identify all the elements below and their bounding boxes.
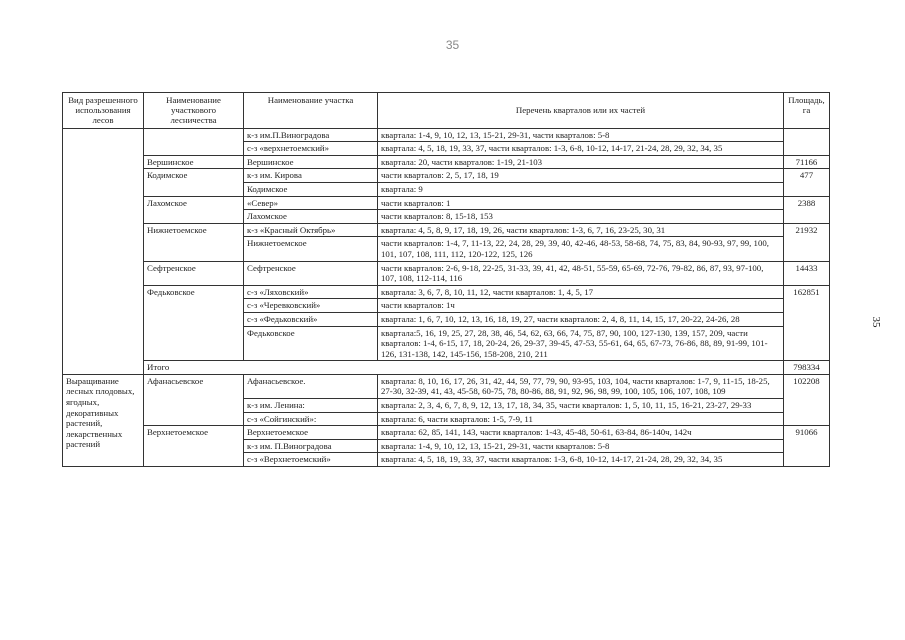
plot-cell: с-з «Сойгинский»: bbox=[244, 412, 378, 426]
forestry-cell: Федьковское bbox=[144, 285, 244, 361]
table-row bbox=[63, 169, 830, 183]
quarters-cell: квартала: 4, 5, 8, 9, 17, 18, 19, 26, части кварталов: 1-3, 6, 7, 16, 23-25, 30, 31 bbox=[378, 223, 784, 237]
total-area: 798334 bbox=[784, 361, 830, 375]
plot-cell: Афанасьевское. bbox=[244, 374, 378, 398]
plot-cell: с-з «Ляховский» bbox=[244, 285, 378, 299]
quarters-cell: квартала: 4, 5, 18, 19, 33, 37, части кварталов: 1-3, 6-8, 10-12, 14-17, 21-24, 28, 29, 32, 34, 35 bbox=[378, 142, 784, 156]
quarters-cell: части кварталов: 2, 5, 17, 18, 19 bbox=[378, 169, 784, 183]
plot-cell: к-з им.П.Виноградова bbox=[244, 128, 378, 142]
area-cell: 14433 bbox=[784, 261, 830, 285]
forestry-cell: Верхнетоемское bbox=[144, 426, 244, 467]
quarters-cell: квартала: 6, части кварталов: 1-5, 7-9, 11 bbox=[378, 412, 784, 426]
plot-cell: с-з «Черевковский» bbox=[244, 299, 378, 313]
header-quarters: Перечень кварталов или их частей bbox=[378, 93, 784, 129]
forest-quarters-table bbox=[62, 92, 830, 467]
plot-cell: Верхнетоемское bbox=[244, 426, 378, 440]
plot-cell: Нижнетоемское bbox=[244, 237, 378, 261]
plot-cell: с-з «Федьковский» bbox=[244, 312, 378, 326]
side-page-number: 35 bbox=[870, 316, 882, 328]
plot-cell: Лахомское bbox=[244, 210, 378, 224]
quarters-cell: квартала: 1, 6, 7, 10, 12, 13, 16, 18, 19, 27, части кварталов: 2, 4, 8, 11, 14, 15, 17, 20-22, 24-26, 28 bbox=[378, 312, 784, 326]
area-cell: 21932 bbox=[784, 223, 830, 261]
quarters-cell: квартала: 8, 10, 16, 17, 26, 31, 42, 44, 59, 77, 79, 90, 93-95, 103, 104, части кварталов: 1-7, 9, 11-15, 18-25, 27-30, 32-39, 41, 43, 45-58, 60-75, 78, 80-86, 88, 91, 92, 96, 98, 99, 100, 105, 106, 107, 108, 109 bbox=[378, 374, 784, 398]
table-row bbox=[63, 196, 830, 210]
header-area: Площадь, га bbox=[784, 93, 830, 129]
quarters-cell: квартала: 62, 85, 141, 143, части кварталов: 1-43, 45-48, 50-61, 63-84, 86-140ч, 142ч bbox=[378, 426, 784, 440]
plot-cell: Кодимское bbox=[244, 182, 378, 196]
header-district-forestry: Наименование участкового лесничества bbox=[144, 93, 244, 129]
area-cell: 162851 bbox=[784, 285, 830, 361]
area-cell: 102208 bbox=[784, 374, 830, 425]
plot-cell: с-з «Верхнетоемский» bbox=[244, 453, 378, 467]
quarters-cell: части кварталов: 1-4, 7, 11-13, 22, 24, 28, 29, 39, 40, 42-46, 48-53, 58-68, 74, 75, 83, 84, 90-93, 97, 99, 100, 101, 107, 108, 111, 112, 120-122, 125, 126 bbox=[378, 237, 784, 261]
quarters-cell: квартала: 4, 5, 18, 19, 33, 37, части кварталов: 1-3, 6-8, 10-12, 14-17, 21-24, 28, 29, 32, 34, 35 bbox=[378, 453, 784, 467]
plot-cell: «Север» bbox=[244, 196, 378, 210]
forestry-cell: Лахомское bbox=[144, 196, 244, 223]
page-number: 35 bbox=[445, 38, 460, 52]
forestry-cell: Сефтренское bbox=[144, 261, 244, 285]
area-cell bbox=[784, 128, 830, 155]
plot-cell: Сефтренское bbox=[244, 261, 378, 285]
total-label: Итого bbox=[144, 361, 784, 375]
table-row bbox=[63, 374, 830, 398]
quarters-cell: части кварталов: 1 bbox=[378, 196, 784, 210]
area-cell: 91066 bbox=[784, 426, 830, 467]
forestry-cell: Нижнетоемское bbox=[144, 223, 244, 261]
quarters-cell: квартала: 2, 3, 4, 6, 7, 8, 9, 12, 13, 17, 18, 34, 35, части кварталов: 1, 5, 10, 11, 15, 16-21, 23-27, 29-33 bbox=[378, 399, 784, 413]
plot-cell: Федьковское bbox=[244, 326, 378, 361]
forestry-cell: Вершинское bbox=[144, 155, 244, 169]
header-plot: Наименование участка bbox=[244, 93, 378, 129]
area-cell: 477 bbox=[784, 169, 830, 196]
plot-cell: к-з им. П.Виноградова bbox=[244, 439, 378, 453]
quarters-cell: квартала: 9 bbox=[378, 182, 784, 196]
plot-cell: к-з им. Кирова bbox=[244, 169, 378, 183]
table-row bbox=[63, 426, 830, 440]
quarters-cell: квартала:5, 16, 19, 25, 27, 28, 38, 46, 54, 62, 63, 66, 74, 75, 87, 90, 100, 127-130, 139, 157, 209, части кварталов: 1-4, 6-15, 17, 18, 20-24, 26, 29-37, 39-45, 47-53, 55-61, 64, 65, 67-73, 76-86, 88, 89, 91-99, 101-126, 131-138, 142, 145-156, 158-208, 210, 211 bbox=[378, 326, 784, 361]
table-row bbox=[63, 155, 830, 169]
quarters-cell: части кварталов: 1ч bbox=[378, 299, 784, 313]
plot-cell: к-з им. Ленина: bbox=[244, 399, 378, 413]
table-row bbox=[63, 223, 830, 237]
plot-cell: Вершинское bbox=[244, 155, 378, 169]
plot-cell: к-з «Красный Октябрь» bbox=[244, 223, 378, 237]
forestry-cell bbox=[144, 128, 244, 155]
area-cell: 71166 bbox=[784, 155, 830, 169]
table-header-row bbox=[63, 93, 830, 129]
forestry-cell: Кодимское bbox=[144, 169, 244, 196]
quarters-cell: квартала: 1-4, 9, 10, 12, 13, 15-21, 29-31, части кварталов: 5-8 bbox=[378, 128, 784, 142]
table-row bbox=[63, 285, 830, 299]
quarters-cell: квартала: 1-4, 9, 10, 12, 13, 15-21, 29-31, части кварталов: 5-8 bbox=[378, 439, 784, 453]
forest-use-cell bbox=[63, 128, 144, 374]
table-row bbox=[63, 261, 830, 285]
quarters-cell: части кварталов: 8, 15-18, 153 bbox=[378, 210, 784, 224]
total-row bbox=[63, 361, 830, 375]
header-forest-use: Вид разрешенного использования лесов bbox=[63, 93, 144, 129]
forestry-cell: Афанасьевское bbox=[144, 374, 244, 425]
plot-cell: с-з «верхнетоемский» bbox=[244, 142, 378, 156]
quarters-cell: квартала: 3, 6, 7, 8, 10, 11, 12, части кварталов: 1, 4, 5, 17 bbox=[378, 285, 784, 299]
quarters-cell: квартала: 20, части кварталов: 1-19, 21-103 bbox=[378, 155, 784, 169]
quarters-cell: части кварталов: 2-6, 9-18, 22-25, 31-33, 39, 41, 42, 48-51, 55-59, 65-69, 72-76, 79-82, 86, 87, 93, 97-100, 107, 108, 112-114, 116 bbox=[378, 261, 784, 285]
forest-use-label: Выращивание лесных плодовых, ягодных, декоративных растений, лекарственных растений bbox=[63, 374, 144, 466]
area-cell: 2388 bbox=[784, 196, 830, 223]
table-row bbox=[63, 128, 830, 142]
